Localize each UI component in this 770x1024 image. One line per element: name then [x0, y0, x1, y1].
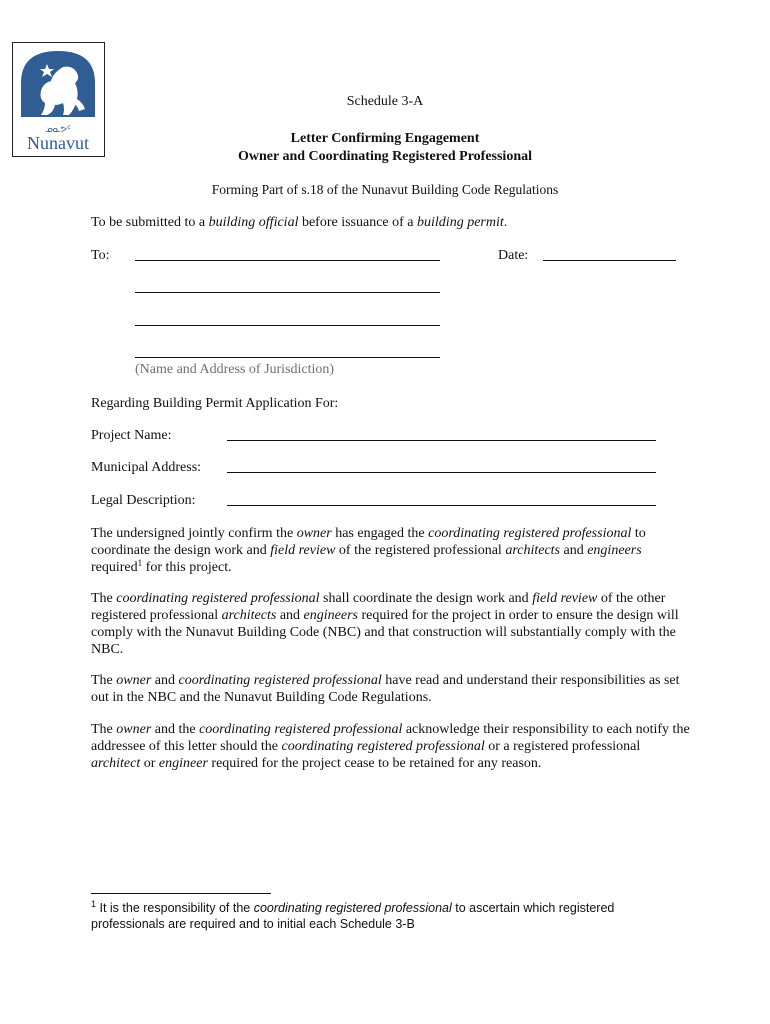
- municipal-address-label: Municipal Address:: [91, 460, 202, 475]
- to-label: To:: [91, 248, 110, 263]
- legal-description-line[interactable]: [227, 505, 656, 506]
- project-name-label: Project Name:: [91, 428, 172, 443]
- date-line[interactable]: [543, 260, 676, 261]
- jurisdiction-caption: (Name and Address of Jurisdiction): [135, 362, 335, 377]
- paragraph-responsibilities: The owner and coordinating registered professional have read and understand their responsibilities as set out in the NBC and the Nunavut Building Code Regulations.: [91, 673, 680, 705]
- svg-text:ᓄᓇᕗᑦ: ᓄᓇᕗᑦ: [45, 125, 71, 135]
- intro-text: To be submitted to a building official before issuance of a building permit.: [91, 215, 508, 230]
- application-heading: Regarding Building Permit Application For:: [91, 396, 339, 411]
- paragraph-notification: The owner and the coordinating registered professional acknowledge their responsibility to each notify the addressee of this letter should the coordinating registered professional or a registered professional architect or engineer required for the project cease to be retained for any reason.: [91, 722, 690, 771]
- paragraph-engagement: The undersigned jointly confirm the owner has engaged the coordinating registered professional to coordinate the design work and field review of the registered professional architects and engineers required$^1$ for this project.: [91, 526, 646, 575]
- date-label: Date:: [498, 248, 529, 263]
- title-line-2: Owner and Coordinating Registered Professional: [237, 149, 532, 164]
- title-line-1: Letter Confirming Engagement: [290, 131, 480, 146]
- legal-description-label: Legal Description:: [91, 493, 196, 508]
- project-name-line[interactable]: [227, 440, 656, 441]
- to-address-line-4[interactable]: [135, 357, 440, 358]
- footnote-text: $^1$ It is the responsibility of the coordinating registered professional to ascertain which registered professionals are required and to initial each Schedule 3-B: [91, 899, 615, 931]
- svg-text:Nunavut: Nunavut: [27, 133, 89, 153]
- schedule-label: Schedule 3-A: [346, 94, 424, 109]
- to-address-line-1[interactable]: [135, 260, 440, 261]
- to-address-line-2[interactable]: [135, 292, 440, 293]
- to-address-line-3[interactable]: [135, 325, 440, 326]
- forming-part-text: Forming Part of s.18 of the Nunavut Building Code Regulations: [211, 182, 559, 197]
- footnote-marker: 1: [137, 558, 143, 568]
- paragraph-coordination: The coordinating registered professional shall coordinate the design work and field review of the other registered professional architects and engineers required for the project in order to ensure the design will comply with the Nunavut Building Code (NBC) and that construction will substantially comply with the NBC.: [91, 591, 679, 657]
- footnote-separator: [91, 893, 271, 894]
- municipal-address-line[interactable]: [227, 472, 656, 473]
